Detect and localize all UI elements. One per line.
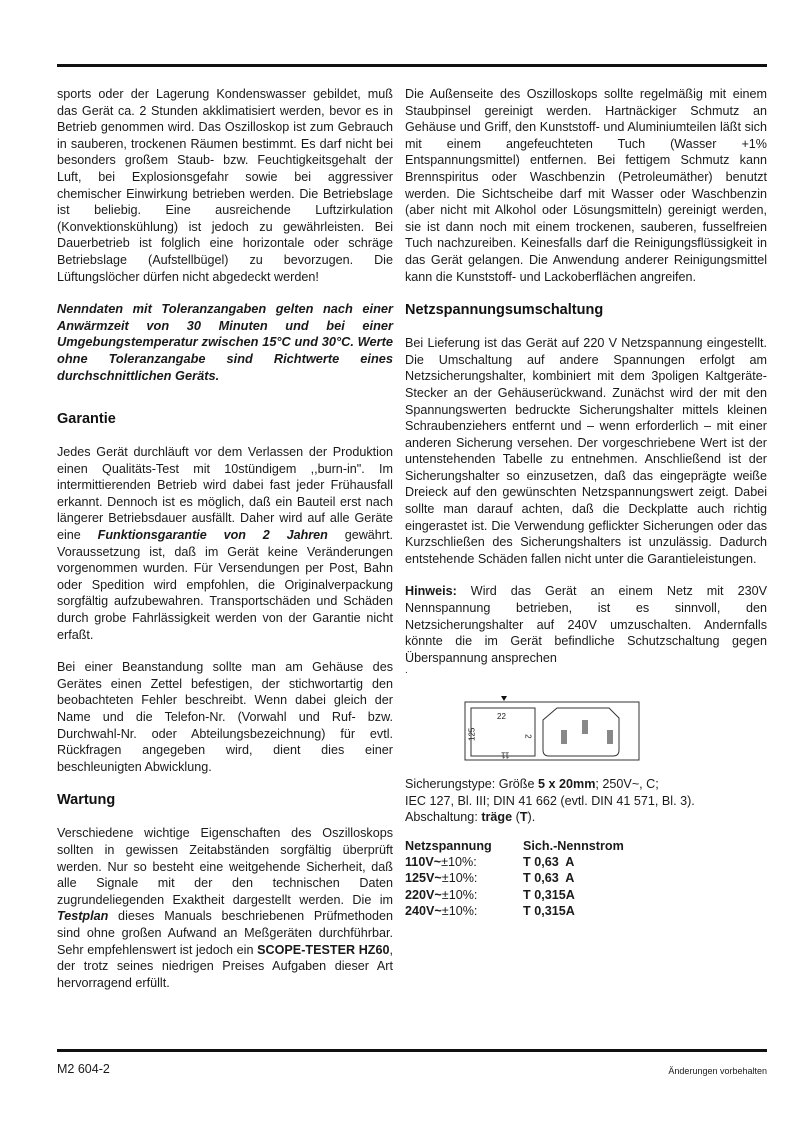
- fuse-holder-illustration: [457, 688, 647, 762]
- fuse-spec-line-2: IEC 127, Bl. III; DIN 41 662 (evtl. DIN 41 571, Bl. 3).: [405, 793, 695, 808]
- fuse-table-row: 125V~±10%: T 0,63 A: [405, 871, 575, 886]
- warranty-emphasis: Funktionsgarantie von 2 Jahren: [97, 528, 328, 543]
- right-column: [405, 86, 767, 920]
- section-heading-garantie: Garantie: [57, 411, 116, 428]
- fuse-spec-line-3: Abschaltung: träge (T).: [405, 810, 536, 825]
- cleaning-paragraph: Die Außenseite des Oszilloskops sollte regelmäßig mit einem Staubpinsel gereinigt werden. Hartnäckiger Schmutz an Gehäuse und Griff, den Kunststoff- und Aluminiumteilen läßt sich mit einem angefeuchteten Tuch (Wasser +1% Entspannungsmittel) entfernen. Bei fettigem Schmutz kann Brennspiritus oder Waschbenzin (Petroleumäther) benutzt werden. Die Sichtscheibe darf mit Wasser oder Waschbenzin (aber nicht mit Alkohol oder Lösungsmitteln) gereinigt werden, sie ist dann noch mit einem trockenen, sauberen, fusselfreien Tuch nachzureiben. Keinesfalls darf die Reinigungsflüssigkeit in das Gerät gelangen. Die Anwendung anderer Reinigungsmittel kann die Kunststoff- und Lackoberflächen angreifen.: [405, 87, 767, 284]
- hint-label: Hinweis:: [405, 584, 457, 599]
- fuse-table-row: 220V~±10%: T 0,315A: [405, 887, 575, 902]
- header-fuse-current: Sich.-Nennstrom: [523, 838, 624, 853]
- testplan-emphasis: Testplan: [57, 909, 109, 924]
- fuse-spec-line-1: Sicherungstype: Größe 5 x 20mm; 250V~, C;: [405, 777, 659, 792]
- fuse-table-row: 240V~±10%: T 0,315A: [405, 904, 575, 919]
- fuse-label-left: 125: [467, 728, 477, 742]
- fuse-table-row: 110V~±10%: T 0,63 A: [405, 855, 575, 870]
- footer-rule: [57, 1049, 767, 1052]
- climate-paragraph: sports oder der Lagerung Kondenswasser gebildet, muß das Gerät ca. 2 Stunden akklimatisiert werden, bevor es in Betrieb genommen wird. Das Oszilloskop ist zum Gebrauch in sauberen, trockenen Räumen bestimmt. Es darf nicht bei besonders großem Staub- bzw. Feuchtigkeitsgehalt der Luft, bei Explosionsgefahr sowie bei aggressiver chemischer Einwirkung betrieben werden. Die Betriebslage ist beliebig. Eine ausreichende Luftzirkulation (Konvektionskühlung) ist jedoch zu gewährleisten. Bei Dauerbetrieb ist folglich eine horizontale oder schräge Betriebslage (Aufstellbügel) zu bevorzugen. Die Lüftungslöcher dürfen nicht abgedeckt werden!: [57, 87, 393, 284]
- fuse-label-top: 22: [497, 712, 506, 722]
- footer-disclaimer: Änderungen vorbehalten: [668, 1066, 767, 1076]
- fuse-label-right: 2: [523, 734, 533, 739]
- nominal-data-notice: Nenndaten mit Toleranzangaben gelten nach einer Anwärmzeit von 30 Minuten und bei einer Umgebungstemperatur zwischen 15°C und 30°C. Werte ohne Toleranzangabe sind Richtwerte eines durchschnittlichen Geräts.: [57, 301, 393, 383]
- fuse-table: [405, 838, 767, 920]
- section-heading-netzspannung: Netzspannungsumschaltung: [405, 302, 604, 319]
- voltage-switch-paragraph: Bei Lieferung ist das Gerät auf 220 V Netzspannung eingestellt. Die Umschaltung auf andere Spannungen erfolgt am Netzsicherungshalter, kombiniert mit dem 3poligen Kaltgeräte-Stecker an der Gehäuserückwand. Zunächst wird der mit den Spannungswerten bedruckte Sicherungshalter mittels kleinen Schraubenziehers entfernt und – wenn erforderlich – mit einer anderen Sicherung versehen. Der vorgeschriebene Wert ist der untenstehenden Tabelle zu entnehmen. Anschließend ist der Sicherungshalter so einzusetzen, daß das eingeprägte weiße Dreieck auf den gewünschten Netzspannungswert zeigt. Dabei sollte man darauf achten, daß die Deckplatte auch richtig eingerastet ist. Die Verwendung geflickter Sicherungen oder das Kurzschließen des Sicherungshalters ist unzulässig. Dadurch entstehende Schäden fallen nicht unter die Garantieleistungen.: [405, 336, 767, 566]
- hint-paragraph: Hinweis: Wird das Gerät an einem Netz mit 230V Nennspannung betrieben, ist es sinnvoll, den Netzsicherungshalter auf 240V umzuschalten. Andernfalls könnte die im Gerät befindliche Schutzschaltung gegen Überspannung ansprechen: [405, 584, 767, 665]
- fuse-label-bottom: 11: [501, 751, 510, 760]
- warranty-paragraph: Jedes Gerät durchläuft vor dem Verlassen der Produktion einen Qualitäts-Test mit 10stündigem ,,burn-in". Im intermittierenden Betrieb wird dabei fast jeder Frühausfall erkannt. Dennoch ist es möglich, daß ein Bauteil erst nach längerer Betriebsdauer ausfällt. Daher wird auf alle Geräte eine Funktionsgarantie von 2 Jahren gewährt. Voraussetzung ist, daß im Gerät keine Veränderungen vorgenommen wurden. Für Versendungen per Post, Bahn oder Spedition wird empfohlen, die Originalverpackung sorgfältig aufzubewahren. Transportschäden und Schäden durch grobe Fahrlässigkeit werden von der Garantie nicht erfaßt.: [57, 445, 393, 642]
- page-identifier: M2 604-2: [57, 1062, 110, 1076]
- header-rule: [57, 64, 767, 67]
- fuse-table-header: [405, 838, 767, 854]
- header-voltage: Netzspannung: [405, 838, 492, 853]
- complaint-paragraph: Bei einer Beanstandung sollte man am Gehäuse des Gerätes einen Zettel befestigen, der stichwortartig den beobachteten Fehler beschreibt. Wenn dabei gleich der Name und die Telefon-Nr. (Vorwahl und Ruf- bzw. Durchwahl-Nr. oder Abteilungsbezeichnung) für evtl. Rückfragen angegeben wird, dient dies einer beschleunigten Abwicklung.: [57, 660, 393, 774]
- section-heading-wartung: Wartung: [57, 792, 116, 809]
- fuse-holder-diagram: [457, 688, 647, 762]
- fuse-spec: [405, 776, 767, 825]
- scope-tester-emphasis: SCOPE-TESTER HZ60: [257, 942, 390, 957]
- maintenance-paragraph: Verschiedene wichtige Eigenschaften des Oszilloskops sollten in gewissen Zeitabständen sorgfältig überprüft werden. Nur so besteht eine weitgehende Sicherheit, daß alle Signale mit der den technischen Daten zugrundeliegenden Exaktheit dargestellt werden. Die im Testplan dieses Manuals beschriebenen Prüfmethoden sind ohne großen Aufwand an Meßgeräten durchführbar. Sehr empfehlenswert ist jedoch ein SCOPE-TESTER HZ60, der trotz seines niedrigen Preises Aufgaben dieser Art hervorragend erfüllt.: [57, 826, 393, 990]
- left-column: [57, 86, 393, 991]
- stray-dot: .: [405, 665, 408, 677]
